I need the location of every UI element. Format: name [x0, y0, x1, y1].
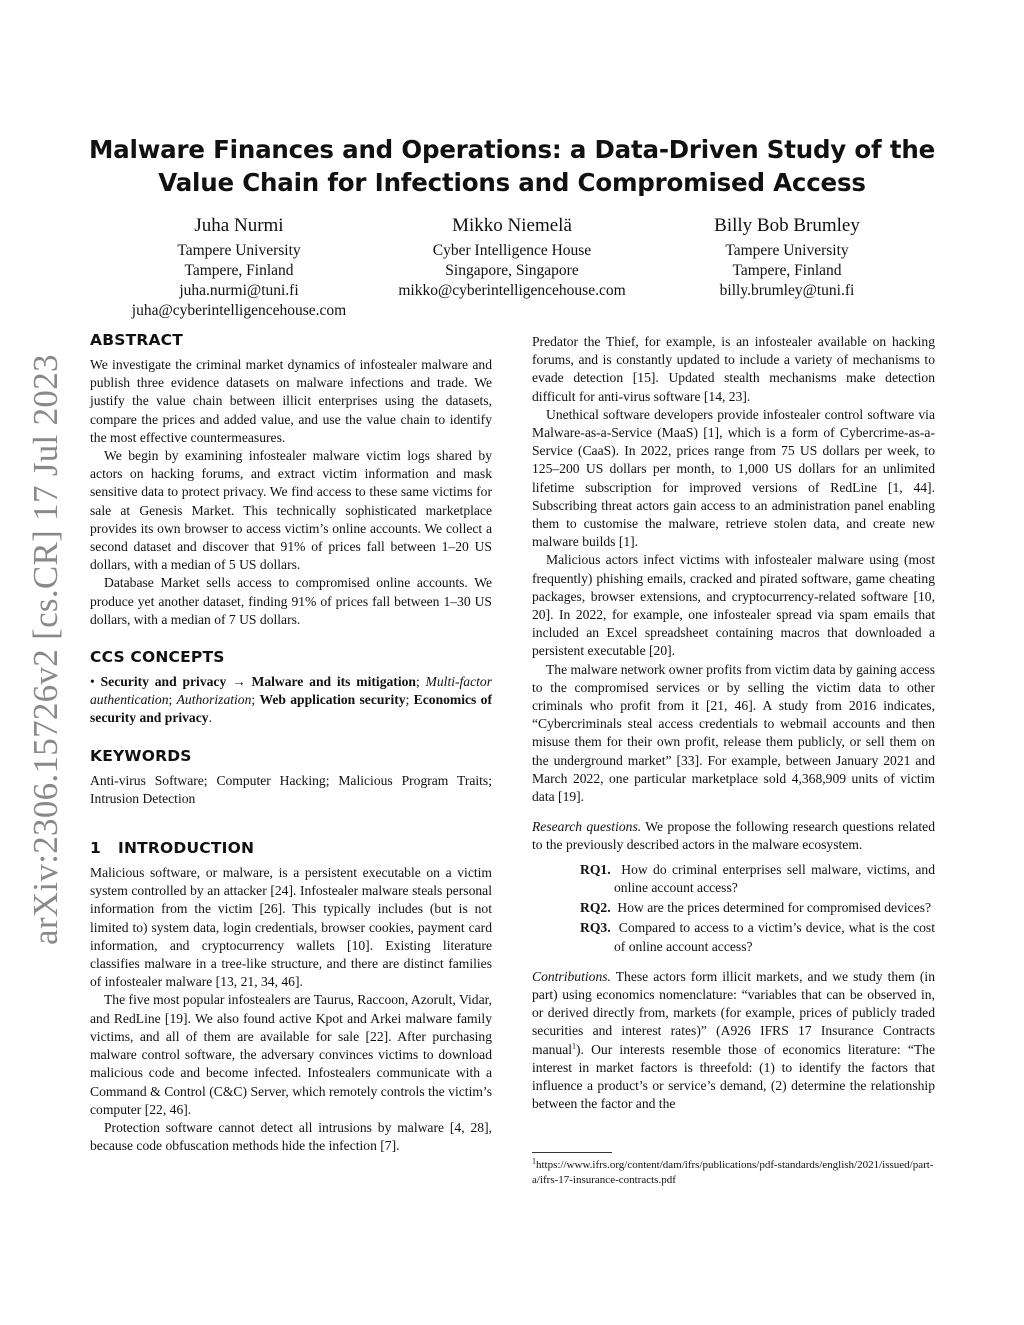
research-question — [532, 899, 935, 917]
rq-label: RQ1. — [580, 861, 611, 877]
rq-text: Compared to access to a victim’s device, what is the cost of online account access? — [614, 920, 935, 954]
author-location: Tampere, Finland — [184, 262, 294, 279]
author-email[interactable]: mikko@cyberintelligencehouse.com — [398, 282, 626, 299]
author-name: Mikko Niemelä — [452, 215, 572, 236]
abstract-paragraph: We investigate the criminal market dynamics of infostealer malware and publish three evidence datasets on malware infections and trade. We justify the value chain between illicit enterprises using the datasets, compare the prices and added value, and use the value chain to identify the most effective countermeasures. — [90, 357, 492, 445]
body-paragraph: Predator the Thief, for example, is an infostealer available on hacking forums, and is constantly updated to include a variety of mechanisms to evade detection [15]. Updated stealth mechanisms make detection difficult for anti-virus software [14, 23]. — [532, 334, 935, 404]
ccs-concept: Multi-factor authentication — [90, 674, 492, 708]
arxiv-identifier: arXiv:2306.15726v2 [cs.CR] 17 Jul 2023 — [26, 354, 65, 945]
rq-text: How are the prices determined for compromised devices? — [617, 900, 932, 916]
author-name: Billy Bob Brumley — [714, 215, 860, 236]
ccs-concept: Malware and its mitigation — [251, 674, 416, 690]
section-title: INTRODUCTION — [118, 839, 255, 858]
ccs-concept: Web application security — [259, 692, 406, 708]
body-paragraph: Malicious actors infect victims with infostealer malware using (most frequently) phishing emails, cracked and pirated software, game cheating packages, browser extensions, and cryptocurrency-related software [10, 20]. In 2022, for example, one infostealer spread via spam emails that included an Excel spreadsheet containing macros that downloaded a persistent executable [20]. — [532, 552, 935, 659]
intro-paragraph: Malicious software, or malware, is a persistent executable on a victim system controlled by an attacker [24]. Infostealer malware steals personal information from the victim [26]. This typically includes (but is not limited to) system data, login credentials, browser cookies, payment card information, and cryptocurrency wallets [10]. Existing literature classifies malware in a tree-like structure, and there are distinct families of infostealer malware [13, 21, 34, 46]. — [90, 865, 492, 990]
rq-label: RQ2. — [580, 900, 611, 916]
ccs-bullet: • — [90, 674, 95, 690]
body-paragraph: The malware network owner profits from victim data by gaining access to the compromised services or by selling the victim data to other criminals who profit from it [21, 46]. A study from 2016 indicates, “Cybercriminals steal access credentials to webmail accounts and then misuse them for their own profit, release them publicly, or sell them on the underground market” [33]. For example, between January 2021 and March 2022, one particular marketplace sold 4,368,909 units of victim data [19]. — [532, 661, 935, 805]
introduction-heading — [90, 838, 492, 858]
title-line-1: Malware Finances and Operations: a Data-Driven Study of the — [89, 135, 935, 164]
author-block — [89, 213, 389, 321]
research-question — [532, 861, 935, 897]
abstract-paragraph: We begin by examining infostealer malware victim logs shared by actors on hacking forums, and extract victim information and mask sensitive data to protect privacy. We find access to these same victims for sale at Genesis Market. This technically sophisticated marketplace provides its own browser to access victim’s online accounts. We collect a second dataset and discover that 91% of prices fall between 1–20 US dollars, with a median of 5 US dollars. — [90, 448, 492, 573]
footnote-divider — [532, 1152, 612, 1153]
left-column — [90, 330, 492, 1155]
body-paragraph: Unethical software developers provide infostealer control software via Malware-as-a-Service (MaaS) [1], which is a form of Cybercrime-as-a-Service (CaaS). In 2022, prices range from 75 US dollars per week, to 125–200 US dollars per month, to 1,000 US dollars for an unlimited lifetime subscription for improved versions of RedLine [1, 44]. Subscribing threat actors gain access to an administration panel enabling them to customise the malware, retrieve stolen data, and create new malware builds [1]. — [532, 406, 935, 550]
section-number: 1 — [90, 839, 101, 858]
ccs-arrow: → — [226, 674, 252, 690]
keywords-heading: KEYWORDS — [90, 746, 192, 765]
author-location: Tampere, Finland — [732, 262, 842, 279]
research-questions-paragraph — [532, 818, 935, 854]
author-name: Juha Nurmi — [194, 215, 284, 236]
paragraph-lead: Contributions. — [532, 968, 611, 984]
author-affiliation: Tampere University — [177, 242, 301, 259]
footnote-marker[interactable]: 1 — [572, 1040, 577, 1050]
ccs-separator: ; — [415, 674, 426, 690]
author-block — [362, 213, 662, 301]
paragraph-text: ). Our interests resemble those of economics literature: “The interest in market factors is threefold: (1) to identify the factors that influence a product’s or service’s demand, (2) determine the relationship between the factor and the — [532, 1041, 935, 1112]
ccs-end: . — [208, 710, 212, 726]
author-location: Singapore, Singapore — [445, 262, 579, 279]
right-column — [532, 333, 935, 1113]
paragraph-text: These actors form illicit markets, and we study them (in part) using economics nomenclature: “variables that can be observed in, or derived directly from, markets (for example, prices of publicly traded securities and interest rates)” (A926 IFRS 17 Insurance Contracts manual — [532, 968, 935, 1057]
ccs-concept: Economics of security and privacy — [90, 692, 492, 726]
rq-label: RQ3. — [580, 920, 611, 936]
rq-text: How do criminal enterprises sell malware, victims, and online account access? — [614, 861, 935, 895]
contributions-paragraph — [532, 968, 935, 1114]
keywords-text: Anti-virus Software; Computer Hacking; Malicious Program Traits; Intrusion Detection — [90, 772, 492, 806]
author-email-secondary[interactable]: juha@cyberintelligencehouse.com — [131, 302, 347, 319]
title-line-2: Value Chain for Infections and Compromised Access — [158, 168, 866, 197]
abstract-heading: ABSTRACT — [90, 331, 184, 349]
footnote-number: 1 — [532, 1156, 536, 1166]
author-affiliation: Cyber Intelligence House — [432, 242, 592, 259]
paper-title — [80, 133, 944, 199]
ccs-separator: ; — [251, 692, 260, 708]
author-email[interactable]: juha.nurmi@tuni.fi — [179, 282, 299, 299]
abstract-paragraph: Database Market sells access to compromised online accounts. We produce yet another dataset, finding 91% of prices fall between 1–30 US dollars, with a median of 7 US dollars. — [90, 575, 492, 627]
ccs-separator: ; — [168, 692, 177, 708]
paragraph-text: We propose the following research questions related to the previously described actors in the malware ecosystem. — [532, 819, 936, 853]
intro-paragraph: The five most popular infostealers are Taurus, Raccoon, Azorult, Vidar, and RedLine [19]. We also found active Kpot and Arkei malware family victims, and all of them are available for sale [22]. After purchasing malware control software, the adversary convinces victims to download malicious code and become infected. Infostealers communicate with a Command & Control (C&C) Server, which remotely controls the victim’s computer [22, 46]. — [90, 992, 492, 1117]
author-block — [637, 213, 937, 301]
ccs-separator: ; — [405, 692, 414, 708]
author-affiliation: Tampere University — [725, 242, 849, 259]
ccs-heading: CCS CONCEPTS — [90, 648, 225, 667]
research-question-list — [532, 861, 935, 956]
footnote — [532, 1158, 935, 1187]
footnote-url[interactable]: https://www.ifrs.org/content/dam/ifrs/publications/pdf-standards/english/2021/issued/part-a/ifrs-17-insurance-contracts.pdf — [532, 1159, 934, 1186]
author-email[interactable]: billy.brumley@tuni.fi — [719, 282, 855, 299]
research-question — [532, 919, 935, 955]
paragraph-lead: Research questions. — [532, 819, 642, 835]
ccs-concept: Authorization — [176, 692, 252, 708]
ccs-concept: Security and privacy — [100, 674, 227, 690]
ccs-concepts — [90, 673, 492, 728]
intro-paragraph: Protection software cannot detect all intrusions by malware [4, 28], because code obfuscation methods hide the infection [7]. — [90, 1119, 492, 1154]
